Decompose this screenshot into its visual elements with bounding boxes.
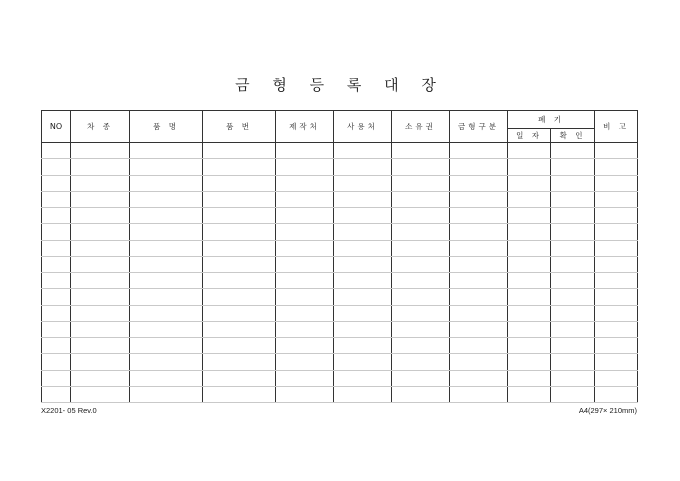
table-cell[interactable] (392, 143, 450, 159)
table-cell[interactable] (276, 305, 334, 321)
table-cell[interactable] (42, 370, 71, 386)
table-cell[interactable] (130, 240, 203, 256)
table-cell[interactable] (450, 208, 508, 224)
table-row (42, 191, 638, 207)
table-cell[interactable] (42, 305, 71, 321)
table-cell[interactable] (508, 273, 551, 289)
table-cell[interactable] (203, 256, 276, 272)
table-cell[interactable] (276, 338, 334, 354)
table-cell[interactable] (595, 256, 638, 272)
table-cell[interactable] (595, 159, 638, 175)
table-cell[interactable] (595, 321, 638, 337)
header-mold-class: 금형구분 (450, 111, 508, 143)
table-cell[interactable] (450, 175, 508, 191)
table-cell[interactable] (130, 175, 203, 191)
table-cell[interactable] (450, 240, 508, 256)
table-cell[interactable] (551, 354, 595, 370)
table-cell[interactable] (334, 175, 392, 191)
table-row (42, 240, 638, 256)
table-cell[interactable] (450, 159, 508, 175)
table-cell[interactable] (508, 256, 551, 272)
table-cell[interactable] (508, 289, 551, 305)
table-cell[interactable] (595, 224, 638, 240)
table-cell[interactable] (392, 273, 450, 289)
table-header (42, 111, 638, 143)
table-cell[interactable] (551, 143, 595, 159)
table-cell[interactable] (42, 208, 71, 224)
mold-register-table (41, 110, 638, 403)
table-cell[interactable] (334, 370, 392, 386)
table-row (42, 370, 638, 386)
table-cell[interactable] (71, 256, 130, 272)
table-cell[interactable] (334, 305, 392, 321)
table-cell[interactable] (595, 289, 638, 305)
table-cell[interactable] (595, 208, 638, 224)
table-cell[interactable] (551, 191, 595, 207)
header-part-number: 품 번 (203, 111, 276, 143)
table-cell[interactable] (392, 256, 450, 272)
table-row (42, 143, 638, 159)
table-row (42, 338, 638, 354)
table-cell[interactable] (551, 273, 595, 289)
table-cell[interactable] (71, 321, 130, 337)
table-cell[interactable] (392, 321, 450, 337)
table-cell[interactable] (130, 159, 203, 175)
table-cell[interactable] (392, 289, 450, 305)
table-cell[interactable] (450, 143, 508, 159)
table-cell[interactable] (595, 273, 638, 289)
header-user: 사용처 (334, 111, 392, 143)
table-cell[interactable] (508, 208, 551, 224)
header-part-name: 품 명 (130, 111, 203, 143)
table-cell[interactable] (508, 305, 551, 321)
table-cell[interactable] (508, 321, 551, 337)
table-cell[interactable] (450, 370, 508, 386)
table-cell[interactable] (42, 240, 71, 256)
table-cell[interactable] (334, 224, 392, 240)
table-cell[interactable] (450, 321, 508, 337)
table-cell[interactable] (71, 191, 130, 207)
table-cell[interactable] (551, 175, 595, 191)
table-cell[interactable] (42, 175, 71, 191)
table-row (42, 321, 638, 337)
table-cell[interactable] (551, 386, 595, 402)
table-cell[interactable] (508, 240, 551, 256)
table-cell[interactable] (130, 273, 203, 289)
table-cell[interactable] (595, 305, 638, 321)
table-cell[interactable] (203, 273, 276, 289)
table-cell[interactable] (203, 240, 276, 256)
table-cell[interactable] (334, 321, 392, 337)
table-cell[interactable] (551, 224, 595, 240)
table-cell[interactable] (334, 289, 392, 305)
table-cell[interactable] (276, 289, 334, 305)
header-vehicle-type: 차 종 (71, 111, 130, 143)
table-cell[interactable] (450, 386, 508, 402)
table-cell[interactable] (203, 370, 276, 386)
table-cell[interactable] (276, 224, 334, 240)
table-cell[interactable] (551, 289, 595, 305)
table-cell[interactable] (276, 354, 334, 370)
table-cell[interactable] (450, 256, 508, 272)
table-cell[interactable] (71, 370, 130, 386)
table-cell[interactable] (392, 354, 450, 370)
table-cell[interactable] (392, 208, 450, 224)
table-cell[interactable] (203, 305, 276, 321)
table-cell[interactable] (42, 143, 71, 159)
table-cell[interactable] (551, 370, 595, 386)
table-cell[interactable] (508, 354, 551, 370)
table-cell[interactable] (71, 240, 130, 256)
table-cell[interactable] (334, 159, 392, 175)
table-cell[interactable] (595, 354, 638, 370)
table-cell[interactable] (203, 143, 276, 159)
table-cell[interactable] (392, 175, 450, 191)
table-cell[interactable] (551, 159, 595, 175)
table-cell[interactable] (551, 321, 595, 337)
header-no: NO (42, 111, 71, 143)
table-cell[interactable] (130, 191, 203, 207)
table-cell[interactable] (42, 256, 71, 272)
table-cell[interactable] (450, 338, 508, 354)
table-cell[interactable] (203, 289, 276, 305)
table-cell[interactable] (71, 224, 130, 240)
table-cell[interactable] (276, 159, 334, 175)
form-code: X2201- 05 Rev.0 (41, 406, 97, 415)
table-cell[interactable] (71, 175, 130, 191)
table-cell[interactable] (71, 305, 130, 321)
table-cell[interactable] (334, 208, 392, 224)
table-cell[interactable] (130, 338, 203, 354)
table-cell[interactable] (42, 289, 71, 305)
table-cell[interactable] (203, 321, 276, 337)
document-title: 금 형 등 록 대 장 (235, 76, 445, 94)
table-cell[interactable] (551, 305, 595, 321)
table-cell[interactable] (71, 289, 130, 305)
table-cell[interactable] (71, 386, 130, 402)
table-cell[interactable] (276, 208, 334, 224)
table-cell[interactable] (130, 386, 203, 402)
table-row (42, 273, 638, 289)
table-cell[interactable] (392, 191, 450, 207)
table-cell[interactable] (42, 159, 71, 175)
table-cell[interactable] (203, 175, 276, 191)
table-cell[interactable] (203, 386, 276, 402)
table-cell[interactable] (276, 273, 334, 289)
table-row (42, 224, 638, 240)
table-cell[interactable] (450, 289, 508, 305)
paper-size: A4(297× 210mm) (578, 406, 637, 415)
table-cell[interactable] (595, 175, 638, 191)
table-cell[interactable] (276, 386, 334, 402)
table-cell[interactable] (334, 273, 392, 289)
table-cell[interactable] (130, 208, 203, 224)
table-cell[interactable] (392, 240, 450, 256)
table-cell[interactable] (595, 338, 638, 354)
table-cell[interactable] (334, 338, 392, 354)
header-manufacturer: 제작처 (276, 111, 334, 143)
table-cell[interactable] (42, 273, 71, 289)
table-cell[interactable] (392, 224, 450, 240)
table-cell[interactable] (595, 370, 638, 386)
table-row (42, 208, 638, 224)
table-cell[interactable] (551, 256, 595, 272)
table-cell[interactable] (508, 338, 551, 354)
table-cell[interactable] (42, 338, 71, 354)
table-cell[interactable] (595, 386, 638, 402)
table-cell[interactable] (71, 143, 130, 159)
table-cell[interactable] (450, 191, 508, 207)
header-disposal: 폐 기 (508, 111, 595, 129)
table-cell[interactable] (392, 305, 450, 321)
table-cell[interactable] (71, 208, 130, 224)
table-row (42, 159, 638, 175)
table-cell[interactable] (508, 143, 551, 159)
table-row (42, 386, 638, 402)
table-cell[interactable] (130, 256, 203, 272)
table-cell[interactable] (42, 354, 71, 370)
table-cell[interactable] (508, 159, 551, 175)
table-cell[interactable] (450, 305, 508, 321)
table-cell[interactable] (276, 370, 334, 386)
table-row (42, 354, 638, 370)
table-cell[interactable] (392, 370, 450, 386)
table-cell[interactable] (334, 354, 392, 370)
table-cell[interactable] (203, 338, 276, 354)
table-cell[interactable] (130, 305, 203, 321)
table-cell[interactable] (42, 224, 71, 240)
table-cell[interactable] (334, 256, 392, 272)
table-cell[interactable] (450, 354, 508, 370)
header-remarks: 비 고 (595, 111, 638, 143)
table-cell[interactable] (508, 370, 551, 386)
header-disposal-date: 일 자 (508, 129, 551, 143)
table-cell[interactable] (450, 273, 508, 289)
table-cell[interactable] (334, 191, 392, 207)
table-cell[interactable] (71, 354, 130, 370)
table-cell[interactable] (551, 338, 595, 354)
table-cell[interactable] (276, 175, 334, 191)
table-cell[interactable] (334, 240, 392, 256)
table-cell[interactable] (130, 289, 203, 305)
table-cell[interactable] (276, 191, 334, 207)
table-cell[interactable] (203, 191, 276, 207)
table-cell[interactable] (551, 208, 595, 224)
table-cell[interactable] (392, 338, 450, 354)
table-body (42, 143, 638, 403)
table-cell[interactable] (276, 143, 334, 159)
table-cell[interactable] (203, 224, 276, 240)
header-ownership: 소유권 (392, 111, 450, 143)
table-cell[interactable] (130, 143, 203, 159)
table-cell[interactable] (203, 208, 276, 224)
table-cell[interactable] (71, 273, 130, 289)
table-cell[interactable] (392, 386, 450, 402)
table-cell[interactable] (595, 240, 638, 256)
table-cell[interactable] (42, 191, 71, 207)
table-cell[interactable] (595, 143, 638, 159)
table-cell[interactable] (392, 159, 450, 175)
table-cell[interactable] (334, 143, 392, 159)
table-cell[interactable] (508, 224, 551, 240)
table-cell[interactable] (276, 256, 334, 272)
table-row (42, 175, 638, 191)
table-cell[interactable] (130, 370, 203, 386)
table-row (42, 305, 638, 321)
table-cell[interactable] (130, 321, 203, 337)
table-cell[interactable] (276, 321, 334, 337)
table-row (42, 256, 638, 272)
table-cell[interactable] (71, 159, 130, 175)
table-cell[interactable] (334, 386, 392, 402)
table-cell[interactable] (203, 354, 276, 370)
table-cell[interactable] (203, 159, 276, 175)
table-row (42, 289, 638, 305)
table-cell[interactable] (508, 175, 551, 191)
table-cell[interactable] (508, 191, 551, 207)
header-disposal-confirm: 확 인 (551, 129, 595, 143)
table-cell[interactable] (130, 224, 203, 240)
table-cell[interactable] (595, 191, 638, 207)
table-cell[interactable] (130, 354, 203, 370)
table-cell[interactable] (450, 224, 508, 240)
table-cell[interactable] (276, 240, 334, 256)
table-cell[interactable] (42, 386, 71, 402)
table-cell[interactable] (551, 240, 595, 256)
table-cell[interactable] (71, 338, 130, 354)
table-cell[interactable] (42, 321, 71, 337)
table-cell[interactable] (508, 386, 551, 402)
